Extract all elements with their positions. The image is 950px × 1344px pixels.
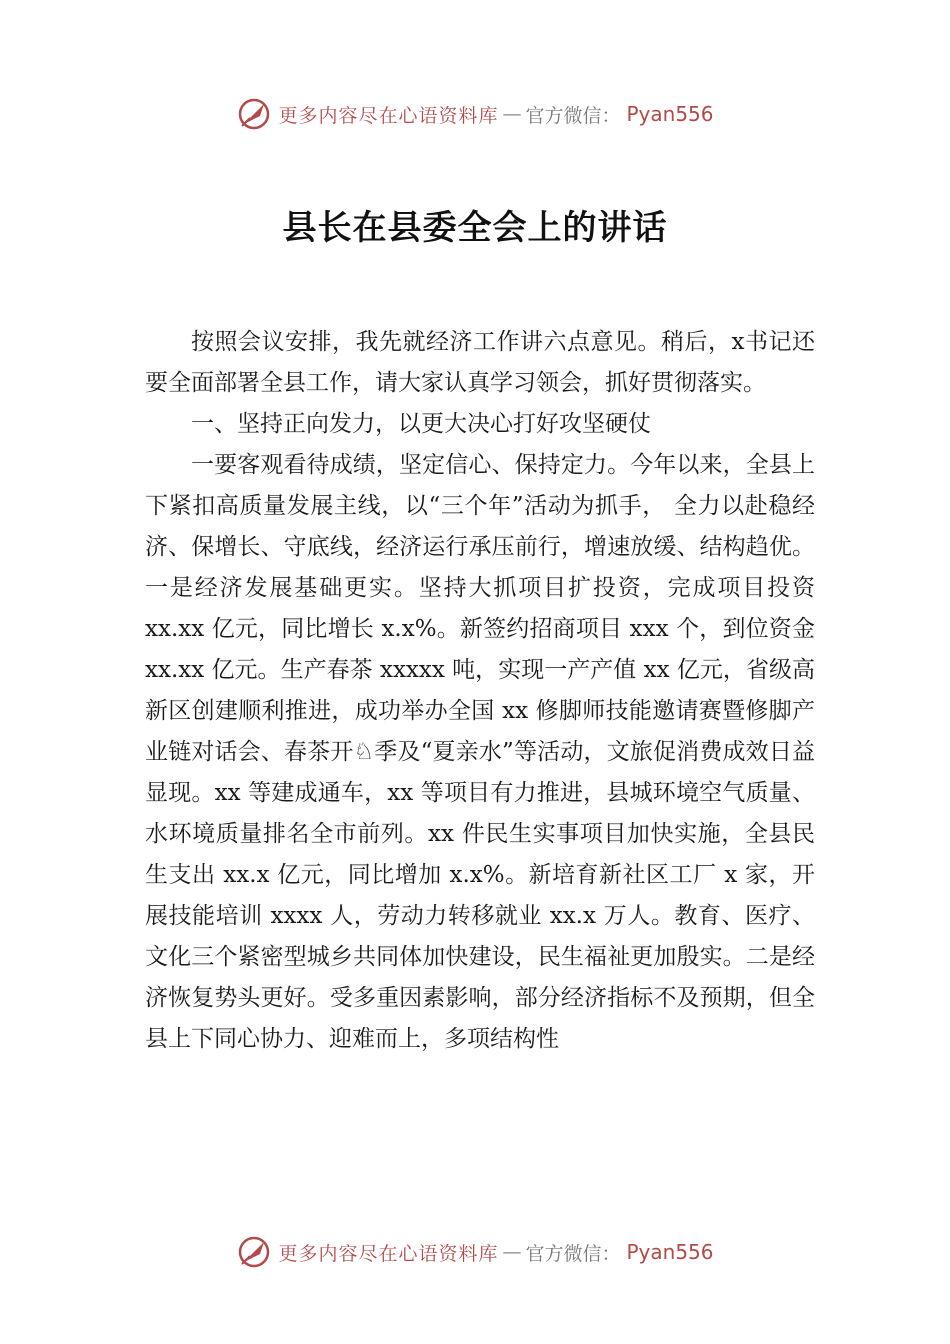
banner-library-text: 更多内容尽在心语资料库 <box>278 104 499 127</box>
header-banner <box>0 92 950 136</box>
banner-wechat-label: 官方微信： <box>525 1242 621 1265</box>
quill-logo-icon <box>236 96 272 132</box>
footer-banner <box>0 1230 950 1274</box>
section-heading: 一、坚持正向发力，以更大决心打好攻坚硬仗 <box>191 411 651 437</box>
banner-separator: — <box>502 1241 522 1263</box>
banner-wechat-label: 官方微信： <box>525 104 621 127</box>
paragraph-body: 一要客观看待成绩，坚定信心、保持定力。今年以来，全县上下紧扣高质量发展主线，以“三个年”活动为抓手， 全力以赴稳经济、保增长、守底线，经济运行承压前行，增速放缓、结构趋优。一是经济发展基础更实。坚持大抓项目扩投资，完成项目投资 xx.xx 亿元，同比增长 x.x%。新签约招商项目 xxx 个，到位资金 xx.xx 亿元。生产春茶 xxxxx 吨，实现一产产值 xx 亿元，省级高新区创建顺利推进，成功举办全国 xx 修脚师技能邀请赛暨修脚产业链对话会、春茶开♘季及“夏亲水”等活动，文旅促消费成效日益显现。xx 等建成通车，xx 等项目有力推进，县城环境空气质量、水环境质量排名全市前列。xx 件民生实事项目加快实施，全县民生支出 xx.x 亿元，同比增加 x.x%。新培育新社区工厂 x 家，开展技能培训 xxxx 人，劳动力转移就业 xx.x 万人。教育、医疗、文化三个紧密型城乡共同体加快建设，民生福祉更加殷实。二是经济恢复势头更好。受多重因素影响，部分经济指标不及预期，但全县上下同心协力、迎难而上，多项结构性 <box>145 452 815 1052</box>
paragraph-intro: 按照会议安排，我先就经济工作讲六点意见。稍后，x书记还要全面部署全县工作，请大家认真学习领会，抓好贯彻落实。 <box>145 329 815 396</box>
banner-library-text: 更多内容尽在心语资料库 <box>278 1242 499 1265</box>
banner-wechat-id: Pyan556 <box>626 1240 714 1264</box>
quill-logo-icon <box>236 1234 272 1270</box>
document-body <box>145 322 815 1060</box>
banner-wechat-id: Pyan556 <box>626 102 714 126</box>
banner-separator: — <box>502 103 522 125</box>
document-title: 县长在县委全会上的讲话 <box>282 208 668 248</box>
